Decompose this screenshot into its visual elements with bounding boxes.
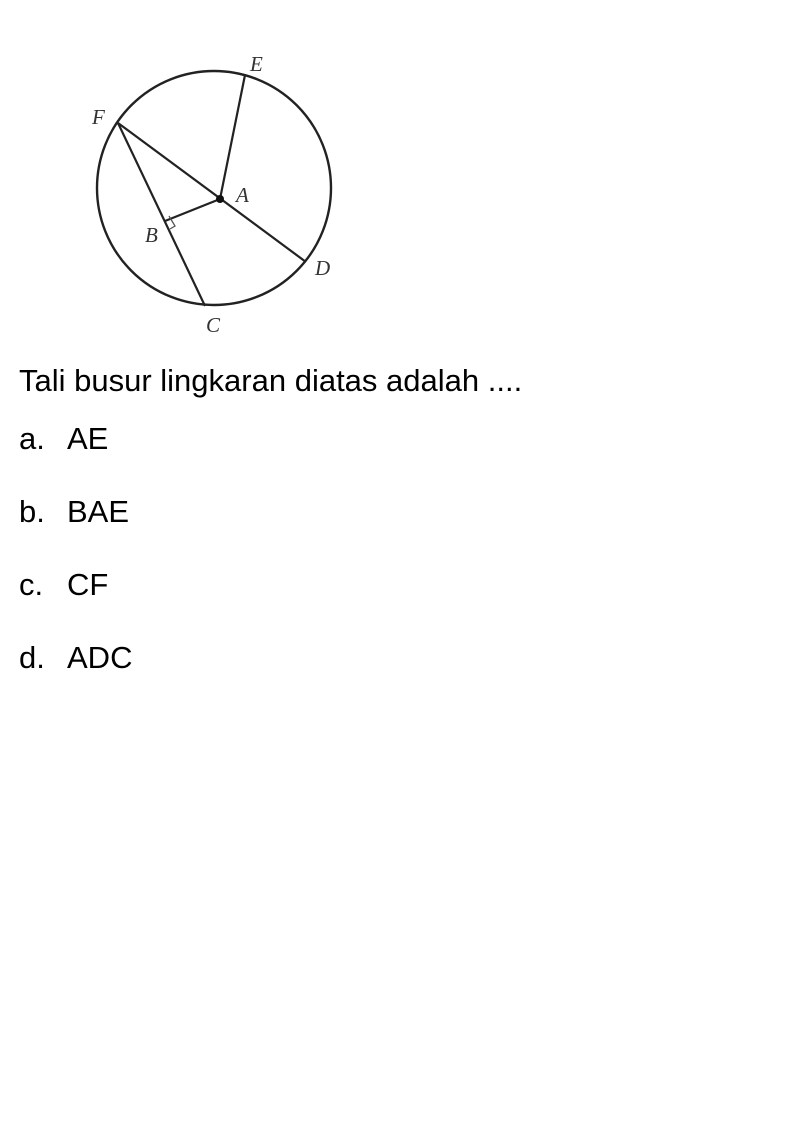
option-text: AE bbox=[67, 421, 109, 456]
option-d[interactable] bbox=[19, 640, 132, 713]
option-text: BAE bbox=[67, 494, 130, 529]
option-letter: a. bbox=[19, 421, 45, 456]
label-a: A bbox=[236, 183, 249, 207]
circle-outline bbox=[97, 71, 331, 305]
label-f: F bbox=[92, 105, 105, 129]
center-point-a bbox=[216, 195, 224, 203]
question-text: Tali busur lingkaran diatas adalah .... bbox=[19, 363, 523, 398]
option-text: ADC bbox=[67, 640, 133, 675]
option-letter: c. bbox=[19, 567, 44, 602]
option-a[interactable] bbox=[19, 421, 132, 494]
label-c: C bbox=[206, 313, 221, 337]
circle-diagram bbox=[0, 0, 794, 345]
option-text: CF bbox=[67, 567, 109, 602]
answer-options bbox=[19, 421, 132, 713]
option-letter: b. bbox=[19, 494, 45, 529]
chord-fc bbox=[118, 123, 205, 306]
option-letter: d. bbox=[19, 640, 45, 675]
option-c[interactable] bbox=[19, 567, 132, 640]
radius-ae bbox=[220, 75, 245, 199]
option-b[interactable] bbox=[19, 494, 132, 567]
label-e: E bbox=[250, 52, 263, 76]
label-b: B bbox=[145, 223, 158, 247]
label-d: D bbox=[315, 256, 331, 280]
segment-ab bbox=[165, 199, 220, 221]
